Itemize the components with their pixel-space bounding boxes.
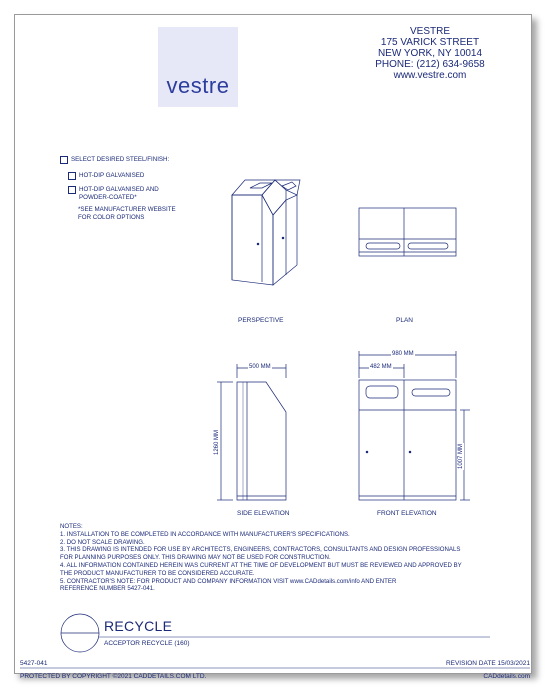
option-1-label: HOT-DIP GALVANISED [79,172,145,179]
finish-note-line1: *SEE MANUFACTURER WEBSITE [78,206,176,213]
notes-block [60,523,500,593]
side-height-dim: 1260 MM [214,429,220,455]
front-width-dim: 980 MM [392,351,414,357]
perspective-label: PERSPECTIVE [238,317,284,324]
perspective-drawing [232,180,300,285]
note-4b: THE PRODUCT MANUFACTURER TO BE CONSIDERED ACCURATE. [60,569,255,577]
note-5a: 5. CONTRACTOR'S NOTE: FOR PRODUCT AND COMPANY INFORMATION VISIT www.CADdetails.com/info AND ENTER [60,577,397,585]
finish-heading: SELECT DESIRED STEEL/FINISH: [71,156,170,163]
company-city: NEW YORK, NY 10014 [377,48,483,59]
plan-label: PLAN [396,317,413,324]
notes-heading: NOTES: [60,523,83,530]
note-1: 1. INSTALLATION TO BE COMPLETED IN ACCORDANCE WITH MANUFACTURER'S SPECIFICATIONS. [60,530,350,538]
front-elevation-drawing [359,351,470,500]
finish-note-line2: FOR COLOR OPTIONS [78,214,145,221]
caddetails-link[interactable]: CADdetails.com [483,673,530,680]
drawing-subtitle: ACCEPTOR RECYCLE (160) [104,640,190,647]
note-2: 2. DO NOT SCALE DRAWING. [60,538,145,546]
plan-drawing [359,208,456,256]
option-2-label-line1: HOT-DIP GALVANISED AND [79,186,159,193]
front-elevation-label: FRONT ELEVATION [377,510,437,517]
copyright-text: PROTECTED BY COPYRIGHT ©2021 CADDETAILS.COM LTD. [20,673,207,680]
option-2-label-line2: POWDER-COATED* [79,194,137,201]
note-3a: 3. THIS DRAWING IS INTENDED FOR USE BY ARCHITECTS, ENGINEERS, CONTRACTORS, CONSULTANTS AND DESIGN PROFESSIONALS [60,546,461,554]
side-elevation-drawing [217,364,286,500]
side-width-dim: 500 MM [249,364,271,370]
revision-date: REVISION DATE 15/03/2021 [445,660,530,667]
side-elevation-label: SIDE ELEVATION [237,510,290,517]
company-street: 175 VARICK STREET [380,37,480,48]
company-website[interactable]: www.vestre.com [393,70,467,81]
note-5b: REFERENCE NUMBER 5427-041. [60,585,155,593]
reference-number: 5427-041 [20,660,48,667]
drawing-title: RECYCLE [104,618,173,634]
note-4a: 4. ALL INFORMATION CONTAINED HEREIN WAS CURRENT AT THE TIME OF DEVELOPMENT BUT MUST BE REVIEWED AND APPROVED BY [60,561,462,569]
front-height-dim: 1007 MM [458,443,464,469]
note-3b: FOR PLANNING PURPOSES ONLY. THIS DRAWING MAY NOT BE USED FOR CONSTRUCTION. [60,554,331,562]
company-phone: PHONE: (212) 634-9658 [375,59,485,70]
front-half-dim: 482 MM [370,364,392,370]
logo-text: vestre [166,73,230,98]
company-name: VESTRE [409,26,450,37]
